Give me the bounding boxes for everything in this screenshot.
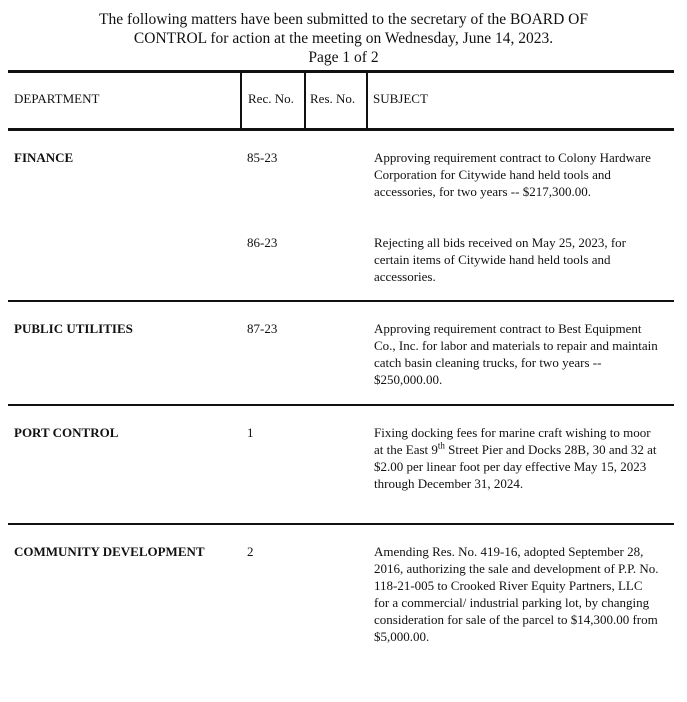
subject-text: Rejecting all bids received on May 25, 2023, for certain items of Citywide hand held tools and accessories. xyxy=(374,235,626,284)
rec-number: 85-23 xyxy=(247,150,278,165)
column-header-res-no: Res. No. xyxy=(310,91,356,106)
page-indicator: Page 1 of 2 xyxy=(308,49,379,66)
column-header-rec-no: Rec. No. xyxy=(248,91,294,106)
column-divider xyxy=(240,72,242,130)
subject-text: Approving requirement contract to Colony Hardware Corporation for Citywide hand held tools and accessories, for two years -- $217,300.00. xyxy=(374,150,651,199)
subject-text: Approving requirement contract to Best Equipment Co., Inc. for labor and materials to repair and maintain catch basin cleaning trucks, for two years -- $250,000.00. xyxy=(374,321,658,387)
department-public-utilities: PUBLIC UTILITIES xyxy=(14,321,133,336)
subject-text xyxy=(374,424,659,492)
section-divider xyxy=(8,300,674,302)
rec-number: 2 xyxy=(247,544,254,559)
header-line-1: The following matters have been submitted to the secretary of the BOARD OF xyxy=(99,11,588,28)
section-divider xyxy=(8,523,674,525)
subject-text-part: Fixing docking fees for marine craft wishing to moor at the East 9 xyxy=(374,425,651,457)
table-header-rule xyxy=(8,128,674,131)
rec-number: 1 xyxy=(247,425,254,440)
header-line-2: CONTROL for action at the meeting on Wednesday, June 14, 2023. xyxy=(133,30,554,47)
document-header xyxy=(0,10,687,67)
rec-number: 87-23 xyxy=(247,321,278,336)
ordinal-suffix: th xyxy=(437,440,445,451)
column-header-subject: SUBJECT xyxy=(373,91,428,106)
department-community-development: COMMUNITY DEVELOPMENT xyxy=(14,544,205,559)
column-divider xyxy=(304,72,306,130)
column-divider xyxy=(366,72,368,130)
department-finance: FINANCE xyxy=(14,150,74,165)
column-header-department: DEPARTMENT xyxy=(14,91,100,106)
department-port-control: PORT CONTROL xyxy=(14,425,119,440)
subject-text: Amending Res. No. 419-16, adopted September 28, 2016, authorizing the sale and development of P.P. No. 118-21-005 to Crooked River Equity Partners, LLC for a commercial/ industrial parking lot, by changing consideration for sale of the parcel to $14,300.00 from $5,000.00. xyxy=(374,544,659,644)
section-divider xyxy=(8,404,674,406)
table-top-rule xyxy=(8,70,674,73)
rec-number: 86-23 xyxy=(247,235,278,250)
subject-text-part: Street Pier and Docks 28B, 30 and 32 at $2.00 per linear foot per day effective May 15, 2023 through December 31, 2024. xyxy=(374,442,657,491)
